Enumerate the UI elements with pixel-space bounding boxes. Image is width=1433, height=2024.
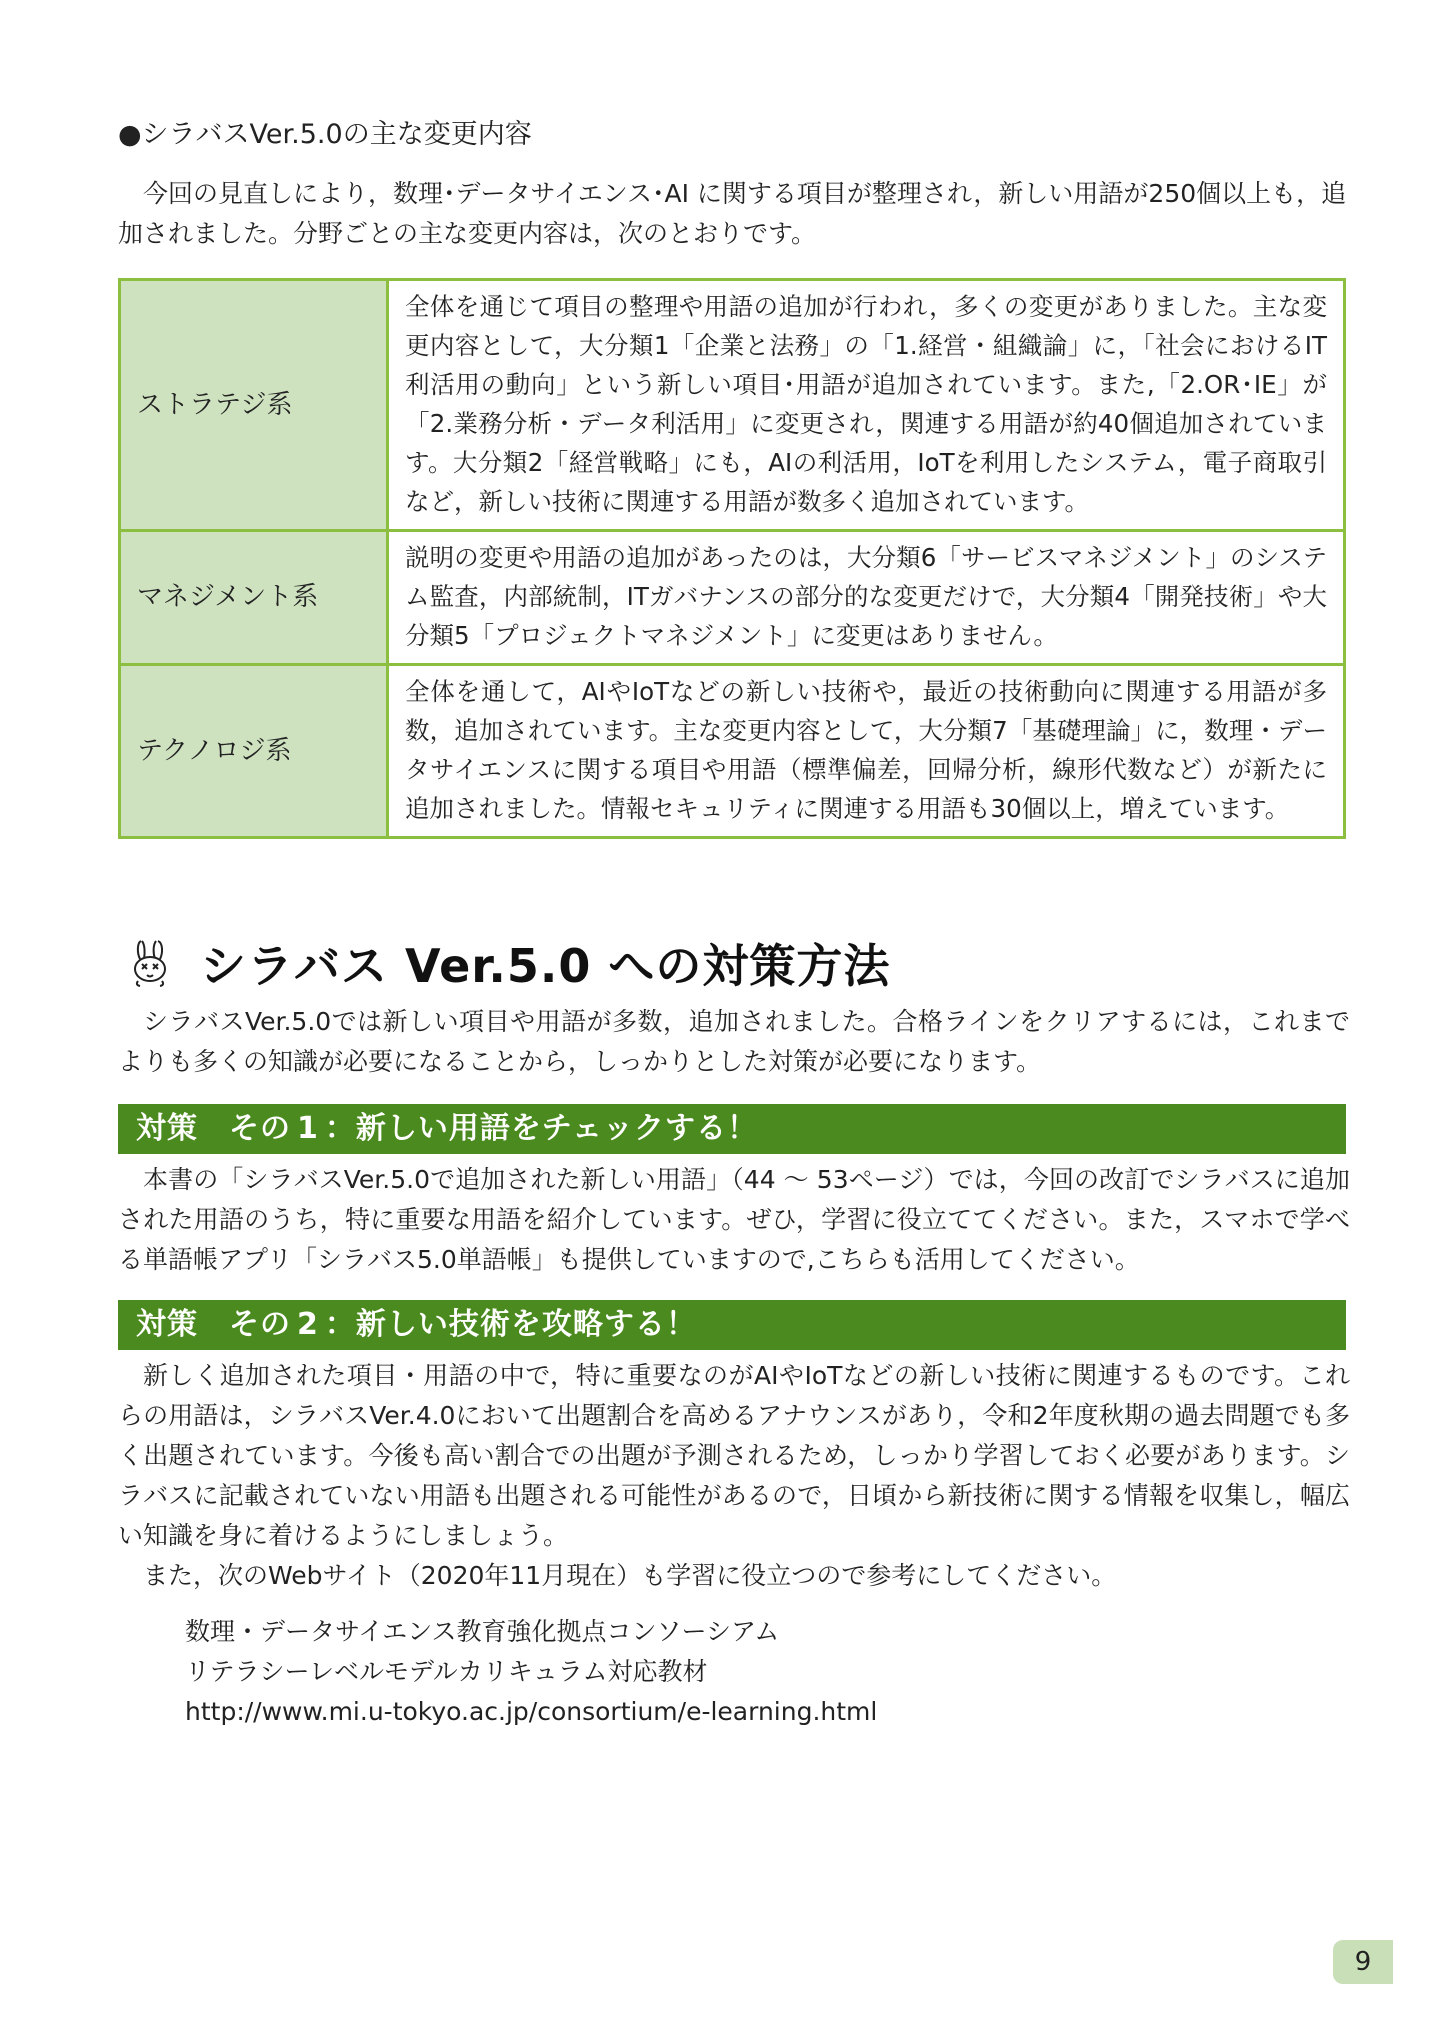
resource-block xyxy=(185,1612,877,1732)
measure1-body xyxy=(118,1160,1350,1280)
changes-table xyxy=(118,278,1346,839)
description-cell: 全体を通じて項目の整理や用語の追加が行われ，多くの変更がありました。主な変更内容として，大分類1「企業と法務」の「1.経営・組織論」に，「社会におけるIT利活用の動向」という新しい項目･用語が追加されています。また,「2.OR･IE」が「2.業務分析・データ利活用」に変更され，関連する用語が約40個追加されています。大分類2「経営戦略」にも，AIの利活用，IoTを利用したシステム，電子商取引など，新しい技術に関連する用語が数多く追加されています。 xyxy=(388,280,1345,531)
rabbit-icon xyxy=(130,939,170,987)
changes-intro xyxy=(118,174,1348,254)
description-cell: 全体を通して，AIやIoTなどの新しい技術や，最近の技術動向に関連する用語が多数，追加されています。主な変更内容として，大分類7「基礎理論」に，数理・データサイエンスに関する項目や用語（標準偏差，回帰分析，線形代数など）が新たに追加されました。情報セキュリティに関連する用語も30個以上，増えています。 xyxy=(388,665,1345,838)
category-cell: ストラテジ系 xyxy=(120,280,388,531)
countermeasure-title xyxy=(130,930,890,996)
measure2-number: 2 xyxy=(297,1307,319,1342)
description-cell: 説明の変更や用語の追加があったのは，大分類6「サービスマネジメント」のシステム監査，内部統制，ITガバナンスの部分的な変更だけで，大分類4「開発技術」や大分類5「プロジェクトマネジメント」に変更はありません。 xyxy=(388,531,1345,665)
measure1-number: 1 xyxy=(297,1111,319,1146)
resource-url[interactable]: http://www.mi.u-tokyo.ac.jp/consortium/e-learning.html xyxy=(185,1697,878,1726)
measure1-prefix: 対策 その xyxy=(136,1111,291,1146)
measure1-heading xyxy=(118,1104,1346,1154)
measure2-prefix: 対策 その xyxy=(136,1307,291,1342)
countermeasure-intro-text: シラバスVer.5.0では新しい項目や用語が多数，追加されました。合格ラインをクリアするには，これまでよりも多くの知識が必要になることから，しっかりとした対策が必要になります。 xyxy=(118,1007,1350,1076)
measure2-body xyxy=(118,1356,1350,1596)
changes-heading: ●シラバスVer.5.0の主な変更内容 xyxy=(118,119,532,150)
table-row xyxy=(120,280,1345,531)
category-cell: テクノロジ系 xyxy=(120,665,388,838)
measure2-body-text-1: 新しく追加された項目・用語の中で，特に重要なのがAIやIoTなどの新しい技術に関連するものです。これらの用語は，シラバスVer.4.0において出題割合を高めるアナウンスがあり，令和2年度秋期の過去問題でも多く出題されています。今後も高い割合での出題が予測されるため，しっかり学習しておく必要があります。シラバスに記載されていない用語も出題される可能性があるので，日頃から新技術に関する情報を収集し，幅広い知識を身に着けるようにしましょう。 xyxy=(118,1361,1350,1550)
resource-line-2: リテラシーレベルモデルカリキュラム対応教材 xyxy=(185,1657,708,1686)
countermeasure-intro xyxy=(118,1002,1350,1082)
table-row xyxy=(120,665,1345,838)
category-cell: マネジメント系 xyxy=(120,531,388,665)
measure2-body-text-2: また，次のWebサイト（2020年11月現在）も学習に役立つので参考にしてください。 xyxy=(143,1561,1117,1590)
measure2-heading xyxy=(118,1300,1346,1350)
page-number: 9 xyxy=(1333,1940,1393,1984)
resource-line-1: 数理・データサイエンス教育強化拠点コンソーシアム xyxy=(185,1617,780,1646)
measure2-text: ：新しい技術を攻略する！ xyxy=(324,1307,697,1342)
measure1-body-text: 本書の「シラバスVer.5.0で追加された新しい用語」（44 ～ 53ページ）では，今回の改訂でシラバスに追加された用語のうち，特に重要な用語を紹介しています。ぜひ，学習に役立ててください。また，スマホで学べる単語帳アプリ「シラバス5.0単語帳」も提供していますので,こちらも活用してください。 xyxy=(118,1165,1350,1274)
page-title: シラバス Ver.5.0 への対策方法 xyxy=(200,939,891,993)
changes-intro-text: 今回の見直しにより，数理･データサイエンス･AI に関する項目が整理され，新しい用語が250個以上も，追加されました。分野ごとの主な変更内容は，次のとおりです。 xyxy=(118,179,1347,248)
table-row xyxy=(120,531,1345,665)
measure1-text: ：新しい用語をチェックする！ xyxy=(324,1111,758,1146)
